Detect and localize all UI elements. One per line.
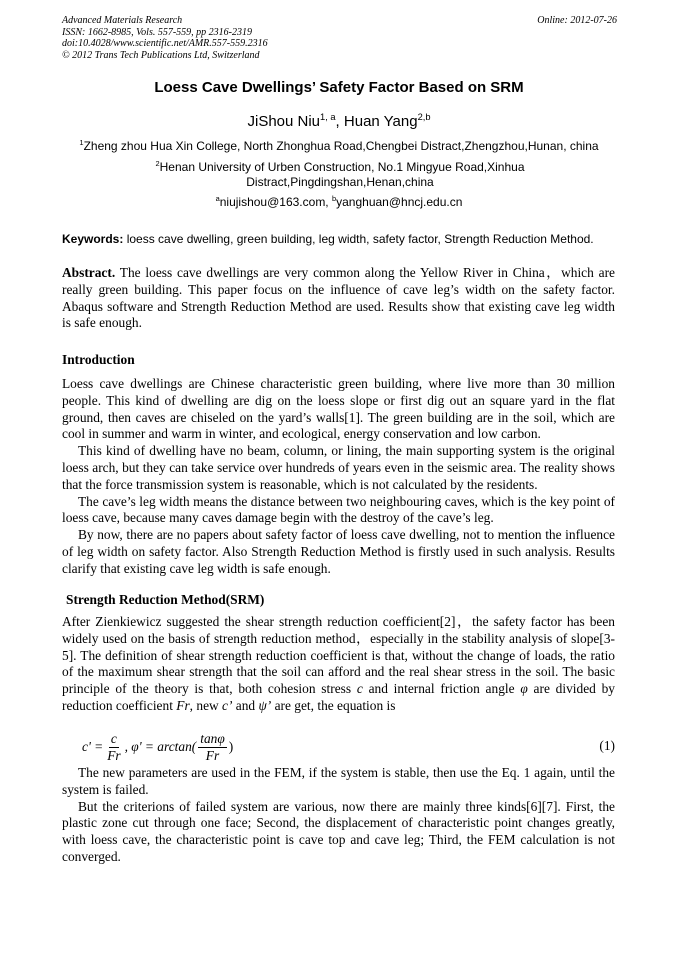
email-a[interactable]: niujishou@163.com, <box>219 195 332 209</box>
introduction-heading: Introduction <box>62 352 135 367</box>
eq-fraction-2: $\frac{\tan\varphi}{Fr}$ <box>200 730 225 763</box>
affiliation-2-sup: 2 <box>155 159 160 168</box>
equation-number: (1) <box>599 738 615 753</box>
introduction-body <box>62 376 615 578</box>
abstract <box>62 265 615 332</box>
eq-middle: , φ' = arctan( <box>124 739 197 754</box>
affiliation-1 <box>0 139 678 154</box>
equation-1 <box>82 728 615 766</box>
intro-paragraph-3: The cave’s leg width means the distance between two neighbouring caves, which is the key point of loess cave, because many caves damage begin with the destroy of the cave’s leg. <box>62 493 615 526</box>
srm-paragraph-1: After Zienkiewicz suggested the shear strength reduction coefficient[2]，the safety factor has been widely used on the basis of strength reduction method，especially in the stability analysis of slope[3-5]. The definition of shear strength reduction coefficient is that, without the change of loads, the ratio of the maximum shear strength that the soil can afford and the real shear stress in the soil. The basic principle of the theory is that, both cohesion stress c and internal friction angle φ are divided by reduction coefficient Fr, new c’ and ψ’ are get, the equation is <box>62 614 616 713</box>
abstract-label: Abstract. <box>62 265 116 280</box>
email-a-sup: a <box>215 194 220 203</box>
post-eq-paragraph-2: But the criterions of failed system are various, now there are mainly three kinds[6][7]. First, the plastic zone cut through one face; Second, the displacement of characteristic point changes greatly, with loess cave, the characteristic point is cave top and cave leg; Third, the FEM calculation is not converged. <box>62 798 615 864</box>
abstract-text: The loess cave dwellings are very common along the Yellow River in China，which are really green building. This paper focus on the influence of cave leg’s width on the safety factor. Abaqus software and Strength Reduction Method are used. Results show that existing cave leg width is safe enough. <box>62 265 615 331</box>
author-1: JiShou Niu <box>247 113 321 130</box>
affiliation-2-text: Henan University of Urben Construction, No.1 Mingyue Road,Xinhua Distract,Pingdingshan,Henan,china <box>159 160 525 189</box>
journal-name: Advanced Materials Research <box>62 15 183 26</box>
author-2-sup: 2,b <box>417 112 431 122</box>
issn-line: ISSN: 1662-8985, Vols. 557-559, pp 2316-2319 <box>62 26 252 38</box>
emails-line <box>0 195 678 210</box>
affiliation-1-sup: 1 <box>79 138 84 147</box>
intro-paragraph-1: Loess cave dwellings are Chinese characteristic green building, where live more than 30 million people. This kind of dwelling are dig on the loess slope or first dig out an square yard in the flat ground, then caves are chiseled on the yard’s walls[1]. The green building are in the soil, which are cool in summer and warm in winter, and ecological, energy conservation and low carbon. <box>62 376 615 442</box>
author-1-sup: 1, a <box>320 112 336 122</box>
keywords-text: loess cave dwelling, green building, leg width, safety factor, Strength Reduction Method. <box>123 232 594 246</box>
email-b-sup: b <box>331 194 337 203</box>
author-separator: , <box>335 113 344 130</box>
eq-fraction-1: $\frac{c}{Fr}$ <box>107 730 121 763</box>
eq-close: ) <box>228 739 234 754</box>
post-equation-body <box>62 765 615 866</box>
authors-line <box>0 113 678 130</box>
paper-title: Loess Cave Dwellings’ Safety Factor Based on SRM <box>154 79 524 96</box>
keywords-label: Keywords: <box>62 232 124 246</box>
srm-body <box>62 614 615 715</box>
affiliation-1-text: Zheng zhou Hua Xin College, North Zhonghua Road,Chengbei Distract,Zhengzhou,Hunan, china <box>83 139 599 153</box>
intro-paragraph-4: By now, there are no papers about safety factor of loess cave dwelling, not to mention the influence of leg width on safety factor. Also Strength Reduction Method is firstly used in such analysis. Results clarify that existing cave leg width is safe enough. <box>62 527 615 576</box>
affiliation-2 <box>140 160 540 190</box>
eq-lhs: c' = <box>82 739 104 754</box>
online-date: Online: 2012-07-26 <box>537 15 617 26</box>
srm-heading: Strength Reduction Method(SRM) <box>66 592 265 607</box>
keywords <box>62 232 617 247</box>
intro-paragraph-2: This kind of dwelling have no beam, column, or lining, the main supporting system is the original loess arch, but they can take service over hundreds of years even in the seismic area. The reality shows that the force transmission system is reasonable, which is not calculated by the residents. <box>62 443 615 492</box>
email-b[interactable]: yanghuan@hncj.edu.cn <box>336 195 463 209</box>
copyright-line: © 2012 Trans Tech Publications Ltd, Switzerland <box>62 49 260 61</box>
journal-header <box>62 15 617 61</box>
equation-expression <box>82 728 233 766</box>
post-eq-paragraph-1: The new parameters are used in the FEM, if the system is stable, then use the Eq. 1 again, until the system is failed. <box>62 765 615 797</box>
doi-line: doi:10.4028/www.scientific.net/AMR.557-559.2316 <box>62 38 268 49</box>
author-2: Huan Yang <box>343 113 418 130</box>
